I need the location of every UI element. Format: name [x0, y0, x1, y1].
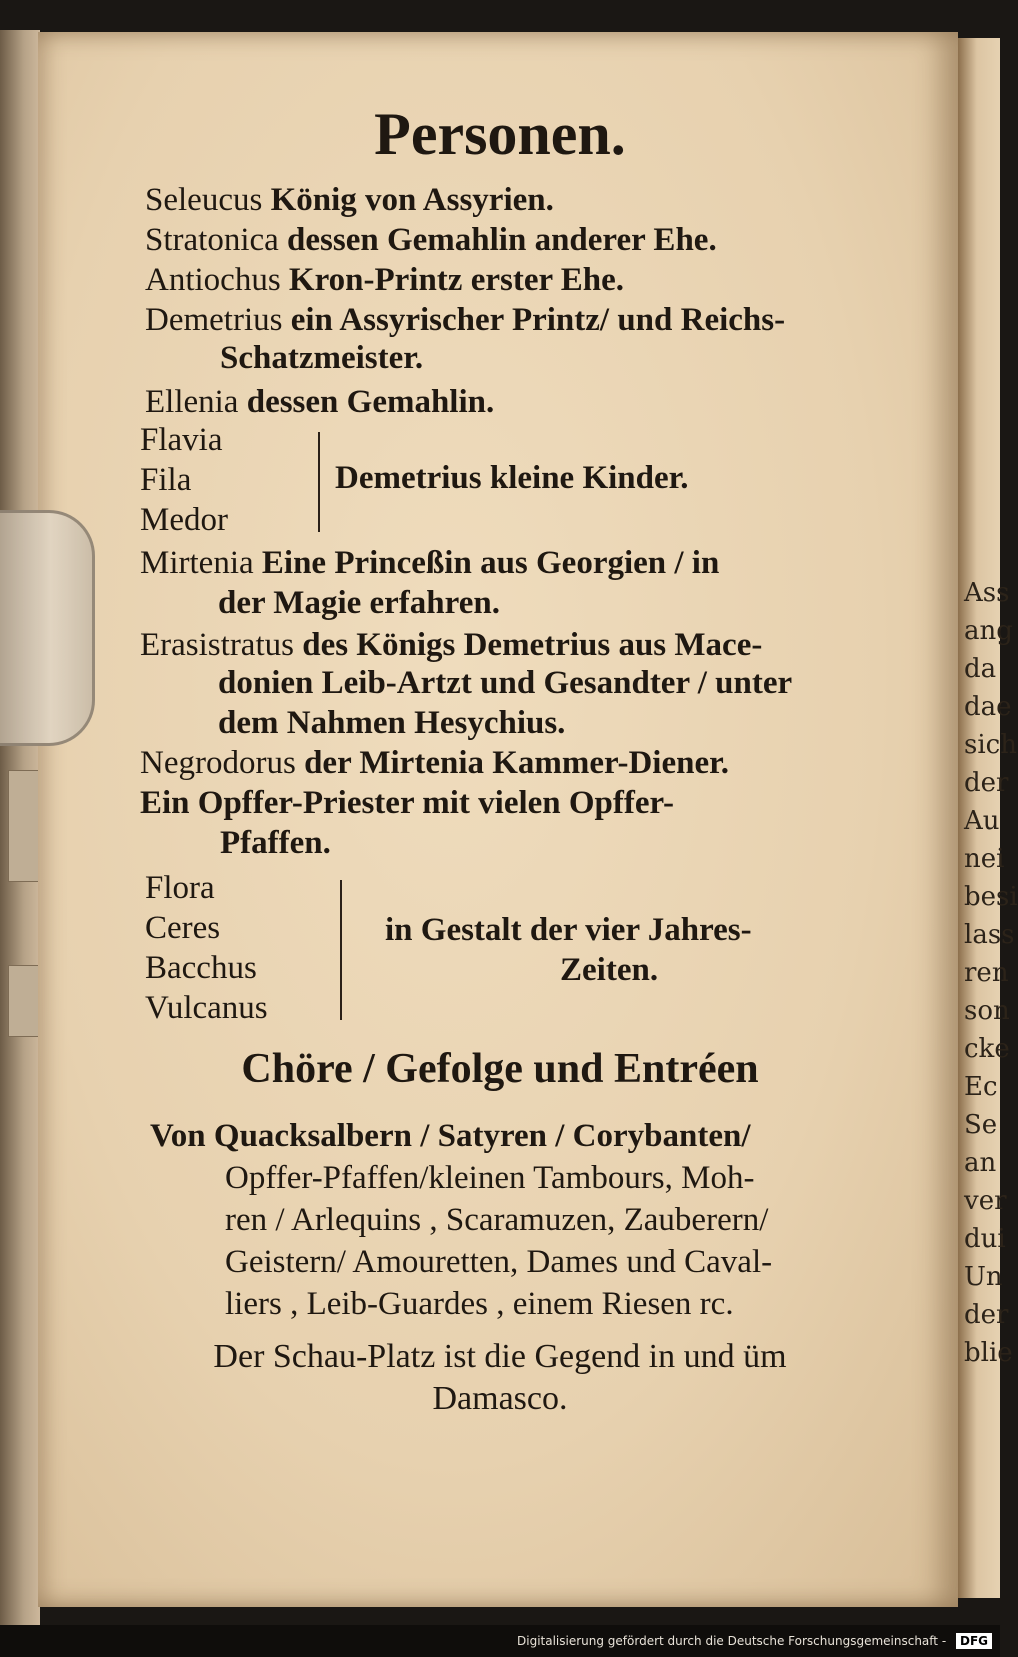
group-name: Flora [145, 870, 215, 906]
group-name: Vulcanus [145, 990, 268, 1026]
next-page-fragment: son [964, 996, 1010, 1026]
next-page-fragment: der [964, 768, 1009, 798]
cast-entry: Demetrius ein Assyrischer Printz/ und Reichs- [145, 302, 786, 338]
cast-entry: Stratonica dessen Gemahlin anderer Ehe. [145, 222, 717, 258]
choirs-heading: Chöre / Gefolge und Entréen [241, 1046, 759, 1092]
cast-entry: Antiochus Kron-Printz erster Ehe. [145, 262, 625, 298]
cast-entry-continuation: Schatzmeister. [220, 340, 424, 376]
next-page-fragment: Ec [964, 1072, 998, 1102]
page-title: Personen. [374, 101, 626, 167]
brace [340, 880, 342, 1020]
next-page-fragment: an [964, 1148, 997, 1178]
next-page-fragment: Se [964, 1110, 998, 1140]
cast-entry: Erasistratus des Königs Demetrius aus Mace- [140, 627, 763, 663]
group-name: Medor [140, 502, 228, 538]
next-page-fragment: besi [964, 882, 1018, 912]
group-label: in Gestalt der vier Jahres- [385, 912, 752, 948]
next-page-fragment: dui [964, 1224, 1006, 1254]
next-page-fragment: da [964, 654, 997, 684]
next-page-fragment: Un [964, 1262, 1003, 1292]
cast-entry: Seleucus König von Assyrien. [145, 182, 554, 218]
cast-entry-continuation: der Magie erfahren. [218, 585, 500, 621]
page-clip [0, 510, 95, 746]
group-label: Demetrius kleine Kinder. [335, 460, 689, 496]
next-page-fragment: der [964, 1300, 1009, 1330]
next-page-fragment: lass [964, 920, 1015, 950]
group-name: Bacchus [145, 950, 257, 986]
next-page-fragment: Au [964, 806, 1000, 836]
cast-entry: Negrodorus der Mirtenia Kammer-Diener. [140, 745, 729, 781]
next-page-fragment: sich [964, 730, 1017, 760]
cast-entry: Ellenia dessen Gemahlin. [145, 384, 495, 420]
next-page-fragment: ver [964, 1186, 1007, 1216]
next-page-fragment: dae [964, 692, 1012, 722]
next-page-fragment: cke [964, 1034, 1010, 1064]
next-page-fragment: ren [964, 958, 1009, 988]
next-page-fragment: nei [964, 844, 1005, 874]
choirs-line: liers , Leib-Guardes , einem Riesen rc. [225, 1286, 734, 1322]
brace [318, 432, 320, 532]
next-page-fragment: Ass [964, 578, 1010, 608]
footer-text: Digitalisierung gefördert durch die Deutsche Forschungsgemeinschaft - [517, 1634, 947, 1648]
choirs-line: Geistern/ Amouretten, Dames und Caval- [225, 1244, 773, 1280]
group-name: Fila [140, 462, 192, 498]
choirs-line: Opffer-Pfaffen/kleinen Tambours, Moh- [225, 1160, 755, 1196]
dfg-logo: DFG [956, 1633, 992, 1649]
setting-line: Damasco. [432, 1380, 568, 1417]
next-page-fragment: blie [964, 1338, 1013, 1368]
group-name: Ceres [145, 910, 221, 946]
group-name: Flavia [140, 422, 223, 458]
choirs-line: Von Quacksalbern / Satyren / Corybanten/ [150, 1118, 751, 1154]
group-label: Zeiten. [560, 952, 659, 988]
cast-entry: Ein Opffer-Priester mit vielen Opffer- [140, 785, 674, 821]
setting-line: Der Schau-Platz ist die Gegend in und üm [213, 1338, 787, 1375]
digitization-footer [0, 1625, 1000, 1657]
choirs-line: ren / Arlequins , Scaramuzen, Zauberern/ [225, 1202, 769, 1238]
cast-entry-continuation: Pfaffen. [220, 825, 331, 861]
next-page-edge [958, 38, 1018, 1598]
next-page-fragment: ang [964, 616, 1013, 646]
cast-entry: Mirtenia Eine Princeßin aus Georgien / in [140, 545, 720, 581]
cast-entry-continuation: donien Leib-Artzt und Gesandter / unter [218, 665, 793, 701]
cast-entry-continuation: dem Nahmen Hesychius. [218, 705, 566, 741]
